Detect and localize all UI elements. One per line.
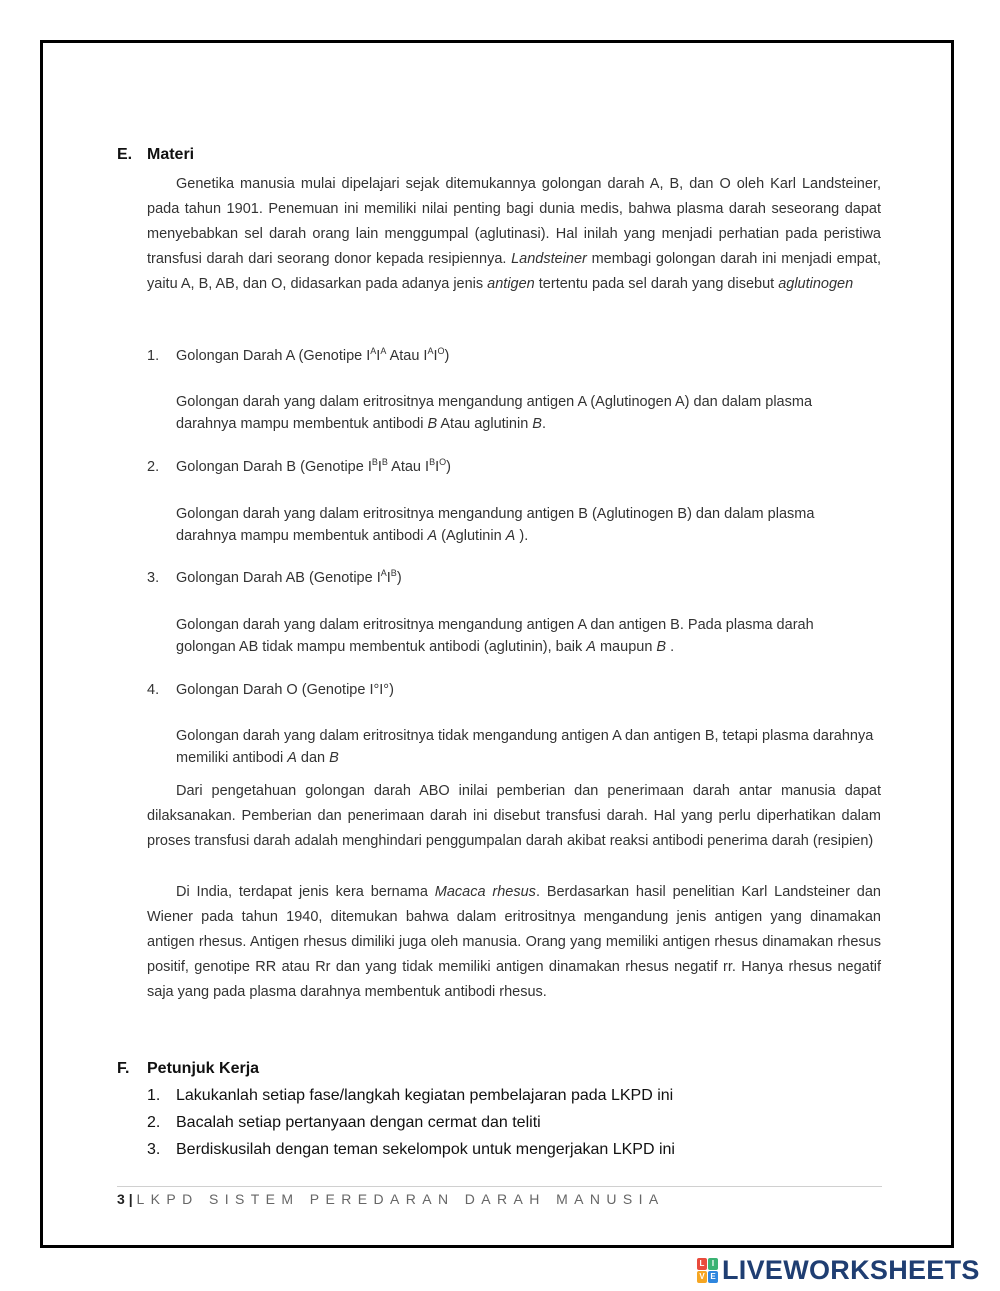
intro-text-2: membagi golongan darah ini menjadi empat, yaitu A, B, AB, dan O, didasarkan pada adanya jenis (147, 251, 881, 292)
section-f-title: Petunjuk Kerja (147, 1060, 260, 1077)
footer-divider (117, 1186, 882, 1187)
page-footer (117, 1191, 665, 1207)
body-text: maupun (595, 639, 657, 655)
allele-sup: A (370, 346, 377, 356)
heading-text: ) (396, 570, 402, 586)
rhesus-species: Macaca rhesus (434, 884, 536, 900)
body-text: Golongan darah yang dalam eritrositnya tidak mengandung antigen A dan antigen B, tetapi plasma darahnya memiliki antibodi (176, 728, 874, 766)
intro-antigen: antigen (487, 276, 535, 292)
allele-sup: O (439, 457, 447, 467)
heading-text: Golongan Darah B (Genotipe I (176, 459, 372, 475)
rhesus-text-1: Di India, terdapat jenis kera bernama (176, 884, 435, 900)
allele-sup: A (380, 346, 387, 356)
body-italic: B (532, 416, 542, 432)
body-italic: B (427, 416, 438, 432)
item-number: 2. (147, 459, 160, 475)
body-text: dan (296, 750, 330, 766)
heading-text: I (377, 459, 382, 475)
blood-type-o-heading (147, 682, 394, 698)
body-text: Golongan darah yang dalam eritrositnya mengandung antigen A (Aglutinogen A) dan dalam plasma darahnya mampu membentuk antibodi (176, 394, 813, 432)
instruction-step (147, 1114, 541, 1132)
heading-text: Golongan Darah O (Genotipe I°I°) (176, 682, 394, 698)
allele-sup: B (371, 457, 378, 467)
liveworksheets-logo (697, 1255, 980, 1285)
heading-text: Golongan Darah AB (Genotipe I (176, 570, 381, 586)
footer-separator: | (128, 1191, 133, 1207)
allele-sup: B (390, 568, 397, 578)
allele-sup: B (429, 457, 436, 467)
section-f-heading (117, 1060, 259, 1078)
brand-name: LIVEWORKSHEETS (722, 1254, 980, 1285)
allele-sup: B (381, 457, 388, 467)
body-italic: A (586, 639, 596, 655)
logo-tile: E (708, 1271, 718, 1283)
page-number: 3 (117, 1191, 125, 1207)
item-number: 3. (147, 570, 160, 586)
heading-text: I (433, 348, 438, 364)
step-text: Lakukanlah setiap fase/langkah kegiatan pembelajaran pada LKPD ini (176, 1087, 674, 1104)
section-f-label: F. (117, 1060, 130, 1077)
step-number: 3. (147, 1141, 161, 1158)
logo-tile: L (697, 1258, 707, 1270)
logo-tile: I (708, 1258, 718, 1270)
heading-text: I (435, 459, 440, 475)
blood-type-o-description (176, 725, 876, 769)
instruction-step (147, 1141, 675, 1159)
allele-sup: A (427, 346, 434, 356)
heading-text: I (376, 348, 381, 364)
body-italic: A (427, 528, 438, 544)
body-text: Atau aglutinin (437, 416, 533, 432)
intro-text-1: Genetika manusia mulai dipelajari sejak ditemukannya golongan darah A, B, dan O oleh Karl Landsteiner, pada tahun 1901. Penemuan ini memiliki nilai penting bagi dunia medis, bahwa plasma darah seseorang dapat menyebabkan sel darah orang lain menggumpal (aglutinasi). Hal inilah yang menjadi perhatian pada peristiwa transfusi darah dari seorang donor kepada resipiennya. (147, 176, 881, 267)
step-text: Bacalah setiap pertanyaan dengan cermat dan teliti (176, 1114, 541, 1131)
footer-title: LKPD SISTEM PEREDARAN DARAH MANUSIA (136, 1191, 665, 1207)
instruction-step (147, 1087, 673, 1105)
blood-type-b-heading (147, 459, 451, 475)
blood-type-ab-heading (147, 570, 402, 586)
intro-text-3: tertentu pada sel darah yang disebut (534, 276, 779, 292)
intro-aglutinogen: aglutinogen (778, 276, 854, 292)
allele-sup: A (380, 568, 387, 578)
section-e-heading (117, 146, 194, 164)
blood-type-a-description (176, 391, 876, 435)
blood-type-b-description (176, 503, 876, 547)
step-number: 2. (147, 1114, 161, 1131)
section-e-label: E. (117, 146, 133, 163)
intro-landsteiner: Landsteiner (511, 251, 587, 267)
body-italic: B (329, 750, 339, 766)
body-text: . (666, 639, 675, 655)
intro-paragraph (147, 172, 881, 297)
heading-text: Golongan Darah A (Genotipe I (176, 348, 371, 364)
heading-text: Atau I (386, 348, 428, 364)
item-number: 1. (147, 348, 160, 364)
body-text: Golongan darah yang dalam eritrositnya mengandung antigen B (Aglutinogen B) dan dalam plasma darahnya mampu membentuk antibodi (176, 506, 815, 544)
rhesus-text-2: . Berdasarkan hasil penelitian Karl Landsteiner dan Wiener pada tahun 1940, ditemukan bahwa dalam eritrositnya mengandung jenis antigen yang dinamakan antigen rhesus. Antigen rhesus dimiliki juga oleh manusia. Orang yang memiliki antigen rhesus dinamakan rhesus positif, genotipe RR atau Rr dan yang tidak memiliki antigen dinamakan rhesus negatif rr. Hanya rhesus negatif saja yang pada plasma darahnya membentuk antibodi rhesus. (147, 884, 881, 1000)
logo-tile: V (697, 1271, 707, 1283)
heading-text: ) (446, 459, 451, 475)
body-italic: A (287, 750, 297, 766)
body-text: . (541, 416, 546, 432)
blood-type-ab-description (176, 614, 876, 658)
heading-text: ) (444, 348, 450, 364)
item-number: 4. (147, 682, 160, 698)
body-text: (Aglutinin (437, 528, 506, 544)
allele-sup: O (437, 346, 445, 356)
body-text: ). (515, 528, 529, 544)
blood-type-a-heading (147, 348, 449, 364)
body-italic: A (505, 528, 516, 544)
body-italic: B (656, 639, 667, 655)
rhesus-paragraph (147, 880, 881, 1005)
heading-text: I (386, 570, 391, 586)
logo-tiles-icon (697, 1258, 718, 1283)
heading-text: Atau I (387, 459, 430, 475)
section-e-title: Materi (147, 146, 195, 163)
body-text: Golongan darah yang dalam eritrositnya mengandung antigen A dan antigen B. Pada plasma darah golongan AB tidak mampu membentuk antibodi (aglutinin), baik (176, 617, 814, 655)
transfusion-paragraph: Dari pengetahuan golongan darah ABO inilai pemberian dan penerimaan darah antar manusia dapat dilaksanakan. Pemberian dan penerimaan darah ini disebut transfusi darah. Hal yang perlu diperhatikan dalam proses transfusi darah adalah menghindari penggumpalan darah akibat reaksi antibodi penerima darah (resipien) (147, 783, 881, 849)
step-number: 1. (147, 1087, 161, 1104)
step-text: Berdiskusilah dengan teman sekelompok untuk mengerjakan LKPD ini (176, 1141, 675, 1158)
